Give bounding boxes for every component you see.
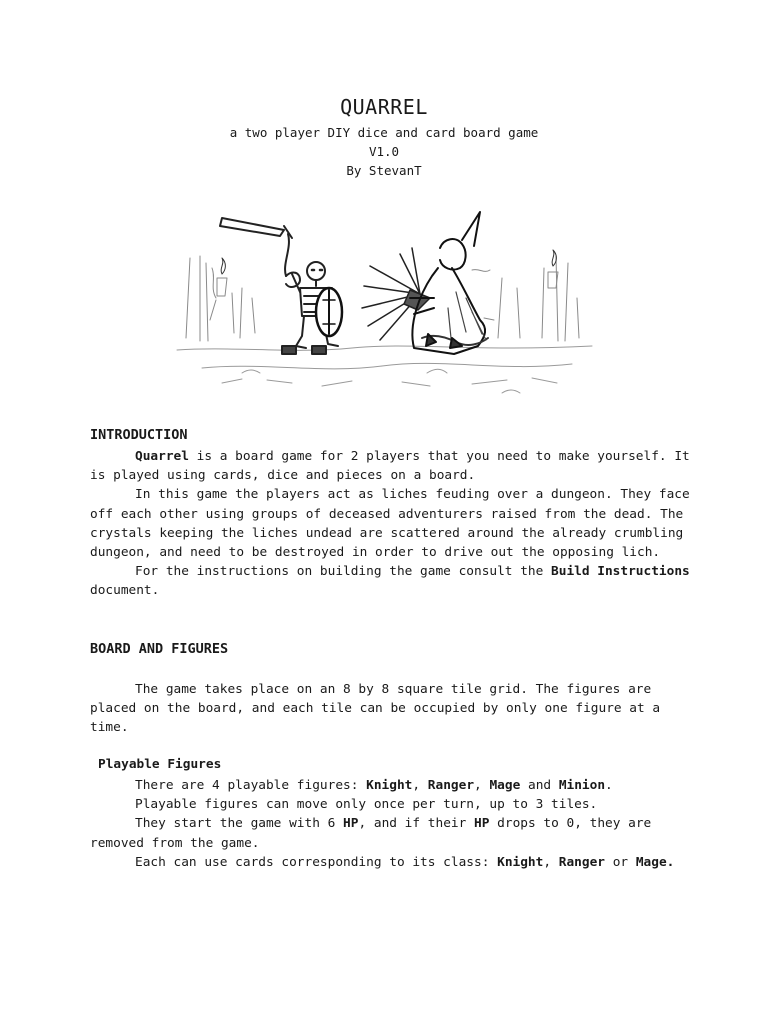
playable-line-1-text: There are 4 playable figures:: [135, 778, 367, 793]
hp-label: HP: [343, 816, 359, 832]
introduction-paragraph-1-text: is a board game for 2 players that you need to make yourself. It is played using cards, dice and pieces on a board.: [90, 449, 690, 484]
board-body: [90, 680, 690, 738]
separator: ,: [412, 778, 428, 793]
ranger-label: Ranger: [427, 778, 475, 793]
playable-line-1: [90, 776, 690, 795]
knight-label: Knight: [497, 854, 544, 870]
playable-line-3-middle: , and if their: [358, 816, 475, 832]
hp-label: HP: [474, 816, 490, 832]
section-heading-board-and-figures: BOARD AND FIGURES: [90, 641, 229, 657]
separator: ,: [543, 854, 559, 870]
introduction-paragraph-3-text: For the instructions on building the game consult the: [135, 564, 552, 580]
game-name-bold: Quarrel: [135, 449, 189, 464]
playable-line-3-text: They start the game with 6: [135, 816, 344, 832]
mage-label: Mage: [635, 854, 667, 870]
minion-label: Minion: [558, 778, 606, 793]
introduction-paragraph-1: [90, 447, 690, 485]
ranger-label: Ranger: [558, 854, 605, 870]
section-heading-introduction: INTRODUCTION: [90, 427, 188, 443]
period: .: [666, 854, 675, 870]
conjunction: or: [605, 854, 636, 870]
introduction-paragraph-3-end: document.: [90, 583, 160, 599]
skeleton-vs-lich-illustration: [172, 208, 596, 400]
playable-line-4: [90, 853, 690, 872]
introduction-body: [90, 447, 690, 601]
board-paragraph-1: The game takes place on an 8 by 8 square tile grid. The figures are placed on the board, and each tile can be occupied by only one figure at a time.: [90, 682, 661, 736]
period: .: [605, 778, 613, 793]
playable-line-4-text: Each can use cards corresponding to its class:: [135, 854, 498, 870]
document-subtitle: a two player DIY dice and card board game: [229, 125, 539, 140]
subheading-playable-figures: Playable Figures: [98, 757, 222, 772]
document-version: V1.0: [368, 144, 400, 159]
conjunction: and: [520, 778, 559, 793]
introduction-paragraph-2: In this game the players act as liches feuding over a dungeon. They face off each other using groups of deceased adventurers raised from the dead. The crystals keeping the liches undead are scattered around the already crumbling dungeon, and need to be destroyed in order to drive out the opposing lich.: [90, 487, 690, 561]
playable-figures-body: [90, 776, 690, 872]
playable-line-3-end: drops to 0, they are removed from the game.: [90, 816, 652, 851]
mage-label: Mage: [489, 778, 521, 793]
introduction-paragraph-3: [90, 562, 690, 600]
document-title: QUARREL: [340, 95, 428, 119]
build-instructions-reference: Build Instructions: [551, 564, 690, 580]
playable-line-2: Playable figures can move only once per turn, up to 3 tiles.: [135, 797, 598, 813]
playable-line-3: [90, 814, 690, 852]
separator: ,: [474, 778, 490, 793]
knight-label: Knight: [366, 778, 413, 793]
document-author: By StevanT: [346, 163, 422, 178]
